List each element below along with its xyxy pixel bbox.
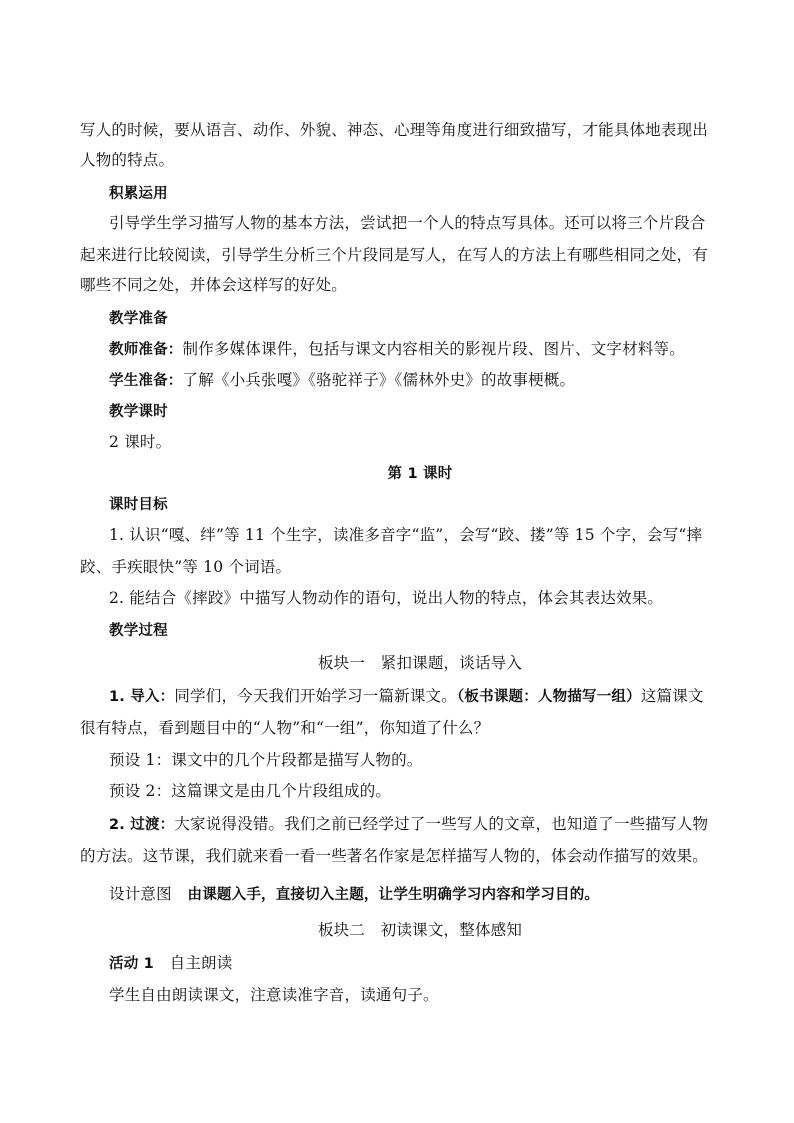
student-prep-line [109,370,720,391]
board-note: （板书课题：人物描写一组） [456,689,641,705]
teacher-prep-text: 制作多媒体课件，包括与课文内容相关的影视片段、图片、文字材料等。 [182,340,685,358]
goal-line: 1. 认识“嘎、绊”等 11 个生字，读准多音字“监”，会写“跤、搂”等 15 个字，会写“摔 [109,526,703,544]
paragraph-line: 起来进行比较阅读，引导学生分析三个片段同是写人，在写人的方法上有哪些相同之处，有 [80,246,709,264]
design-intent-label: 设计意图 [109,885,172,903]
block-title: 板块一 紧扣课题，谈话导入 [317,654,523,672]
paragraph-line: 学生自由朗读课文，注意读准字音，读通句子。 [109,986,439,1004]
step-line [109,814,720,835]
section-heading: 教学过程 [109,623,168,639]
step-line [109,686,720,707]
paragraph-line: 的方法。这节课，我们就来看一看一些著名作家是怎样描写人物的，体会动作描写的效果。 [80,847,709,865]
section-heading: 教学课时 [109,404,168,420]
paragraph-line: 写人的时候，要从语言、动作、外貌、神态、心理等角度进行细致描写，才能具体地表现出 [80,121,709,139]
goal-line: 跤、手疾眼快”等 10 个词语。 [80,558,292,576]
paragraph-line: 人物的特点。 [80,151,175,169]
paragraph-line: 哪些不同之处，并体会这样写的好处。 [80,276,347,294]
activity-label: 活动 1 [109,956,154,972]
step-text: 这篇课文 [640,687,704,705]
activity-title: 自主朗读 [169,954,233,972]
paragraph-line: 2 课时。 [109,433,172,451]
teacher-prep-line [109,339,720,360]
goal-line: 2. 能结合《摔跤》中描写人物动作的语句，说出人物的特点，体会其表达效果。 [109,589,664,607]
preset-line: 预设 1：课文中的几个片段都是描写人物的。 [109,751,423,769]
paragraph-line: 很有特点，看到题目中的“人物”和“一组”，你知道了什么？ [80,719,490,737]
student-prep-label: 学生准备： [109,373,183,389]
design-intent-text: 由课题入手，直接切入主题，让学生明确学习内容和学习目的。 [187,887,600,903]
section-heading: 课时目标 [109,497,168,513]
block-title: 板块二 初读课文，整体感知 [317,921,523,939]
step-text: 同学们，今天我们开始学习一篇新课文。 [174,687,457,705]
section-heading: 教学准备 [109,311,168,327]
activity-heading [109,953,720,974]
paragraph-line: 引导学生学习描写人物的基本方法，尝试把一个人的特点写具体。还可以将三个片段合 [109,214,706,232]
step-label: 1. 导入： [109,689,175,705]
step-label: 2. 过渡： [109,817,175,833]
section-heading: 积累运用 [109,186,168,202]
preset-line: 预设 2：这篇课文是由几个片段组成的。 [109,782,392,800]
student-prep-text: 了解《小兵张嘎》《骆驼祥子》《儒林外史》的故事梗概。 [182,371,576,389]
teacher-prep-label: 教师准备： [109,342,183,358]
lesson-title: 第 1 课时 [387,466,453,482]
step-text: 大家说得没错。我们之前已经学过了一些写人的文章，也知道了一些描写人物 [174,815,709,833]
design-intent-line [109,884,720,905]
